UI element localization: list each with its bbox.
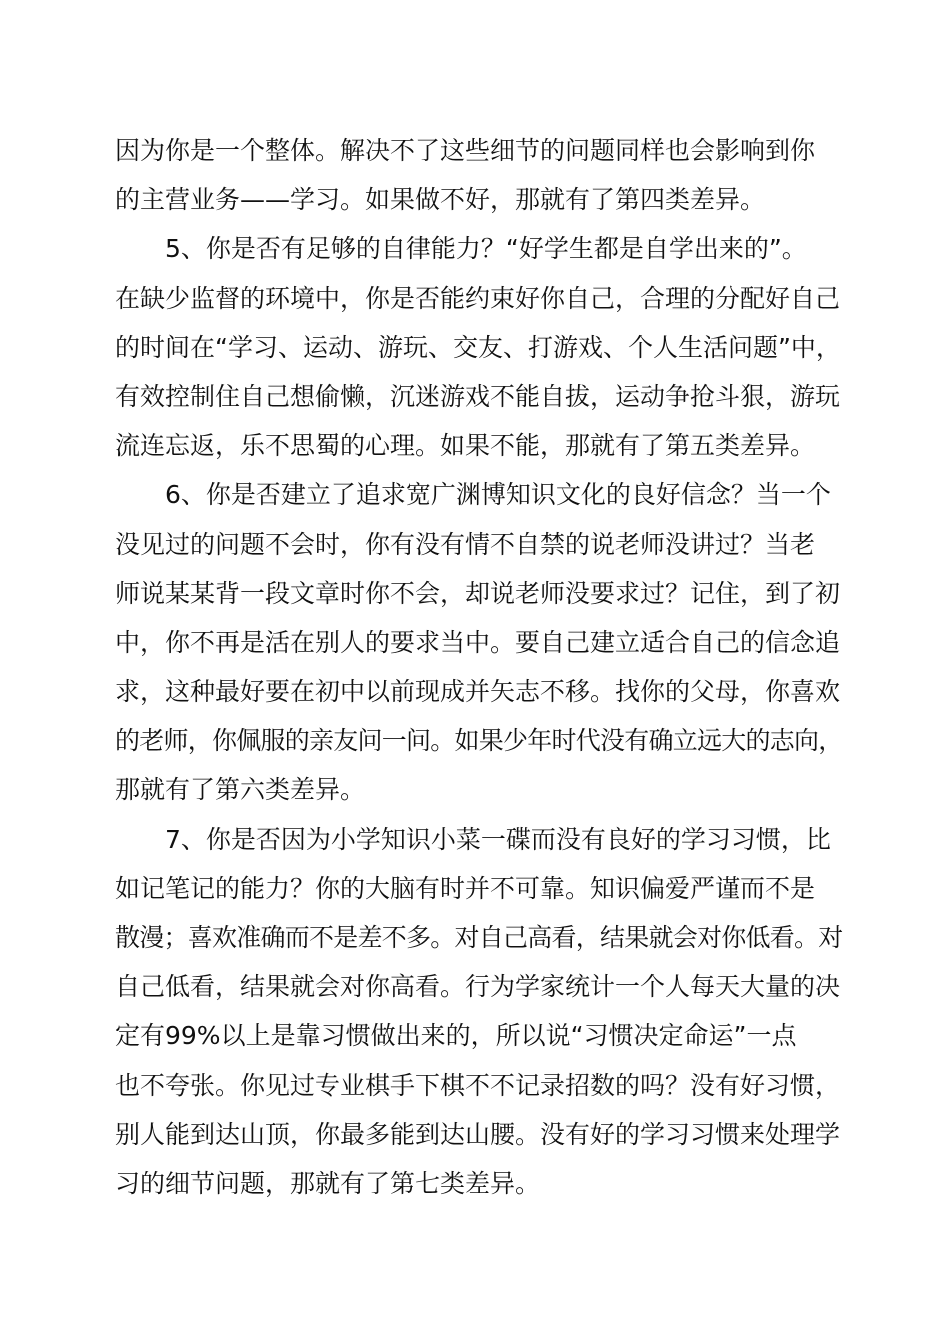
text-line: 7、你是否因为小学知识小菜一碟而没有良好的学习习惯，比 bbox=[115, 824, 831, 854]
text-line: 求，这种最好要在初中以前现成并矢志不移。找你的父母，你喜欢 bbox=[115, 677, 841, 707]
text-line: 也不夸张。你见过专业棋手下棋不不记录招数的吗？没有好习惯， bbox=[115, 1070, 841, 1100]
text-line: 散漫；喜欢准确而不是差不多。对自己高看，结果就会对你低看。对 bbox=[115, 923, 843, 952]
text-line: 中，你不再是活在别人的要求当中。要自己建立适合自己的信念追 bbox=[115, 627, 841, 657]
text-line: 6、你是否建立了追求宽广渊博知识文化的良好信念？当一个 bbox=[115, 480, 831, 510]
text-line: 别人能到达山顶，你最多能到达山腰。没有好的学习习惯来处理学 bbox=[115, 1119, 841, 1149]
text-line: 在缺少监督的环境中，你是否能约束好你自己，合理的分配好自己 bbox=[115, 283, 841, 313]
text-line: 没见过的问题不会时，你有没有情不自禁的说老师没讲过？当老 bbox=[115, 529, 816, 559]
text-line: 的时间在“学习、运动、游玩、交友、打游戏、个人生活问题”中， bbox=[115, 332, 841, 362]
text-line: 定有99%以上是靠习惯做出来的，所以说“习惯决定命运”一点 bbox=[115, 1021, 797, 1051]
text-line: 的老师，你佩服的亲友问一问。如果少年时代没有确立远大的志向， bbox=[115, 726, 843, 756]
text-line: 流连忘返，乐不思蜀的心理。如果不能，那就有了第五类差异。 bbox=[115, 431, 816, 461]
text-line: 有效控制住自己想偷懒，沉迷游戏不能自拔，运动争抢斗狠，游玩 bbox=[115, 381, 841, 411]
text-line: 师说某某背一段文章时你不会，却说老师没要求过？记住，到了初 bbox=[115, 578, 841, 608]
text-line: 自己低看，结果就会对你高看。行为学家统计一个人每天大量的决 bbox=[115, 972, 841, 1002]
text-line: 如记笔记的能力？你的大脑有时并不可靠。知识偏爱严谨而不是 bbox=[115, 873, 816, 903]
text-line: 习的细节问题，那就有了第七类差异。 bbox=[115, 1168, 541, 1198]
text-line: 的主营业务——学习。如果做不好，那就有了第四类差异。 bbox=[115, 185, 766, 215]
text-line: 那就有了第六类差异。 bbox=[115, 775, 366, 805]
document-body bbox=[115, 126, 843, 1208]
text-line: 因为你是一个整体。解决不了这些细节的问题同样也会影响到你 bbox=[115, 136, 816, 165]
text-line: 5、你是否有足够的自律能力？“好学生都是自学出来的”。 bbox=[115, 234, 807, 264]
